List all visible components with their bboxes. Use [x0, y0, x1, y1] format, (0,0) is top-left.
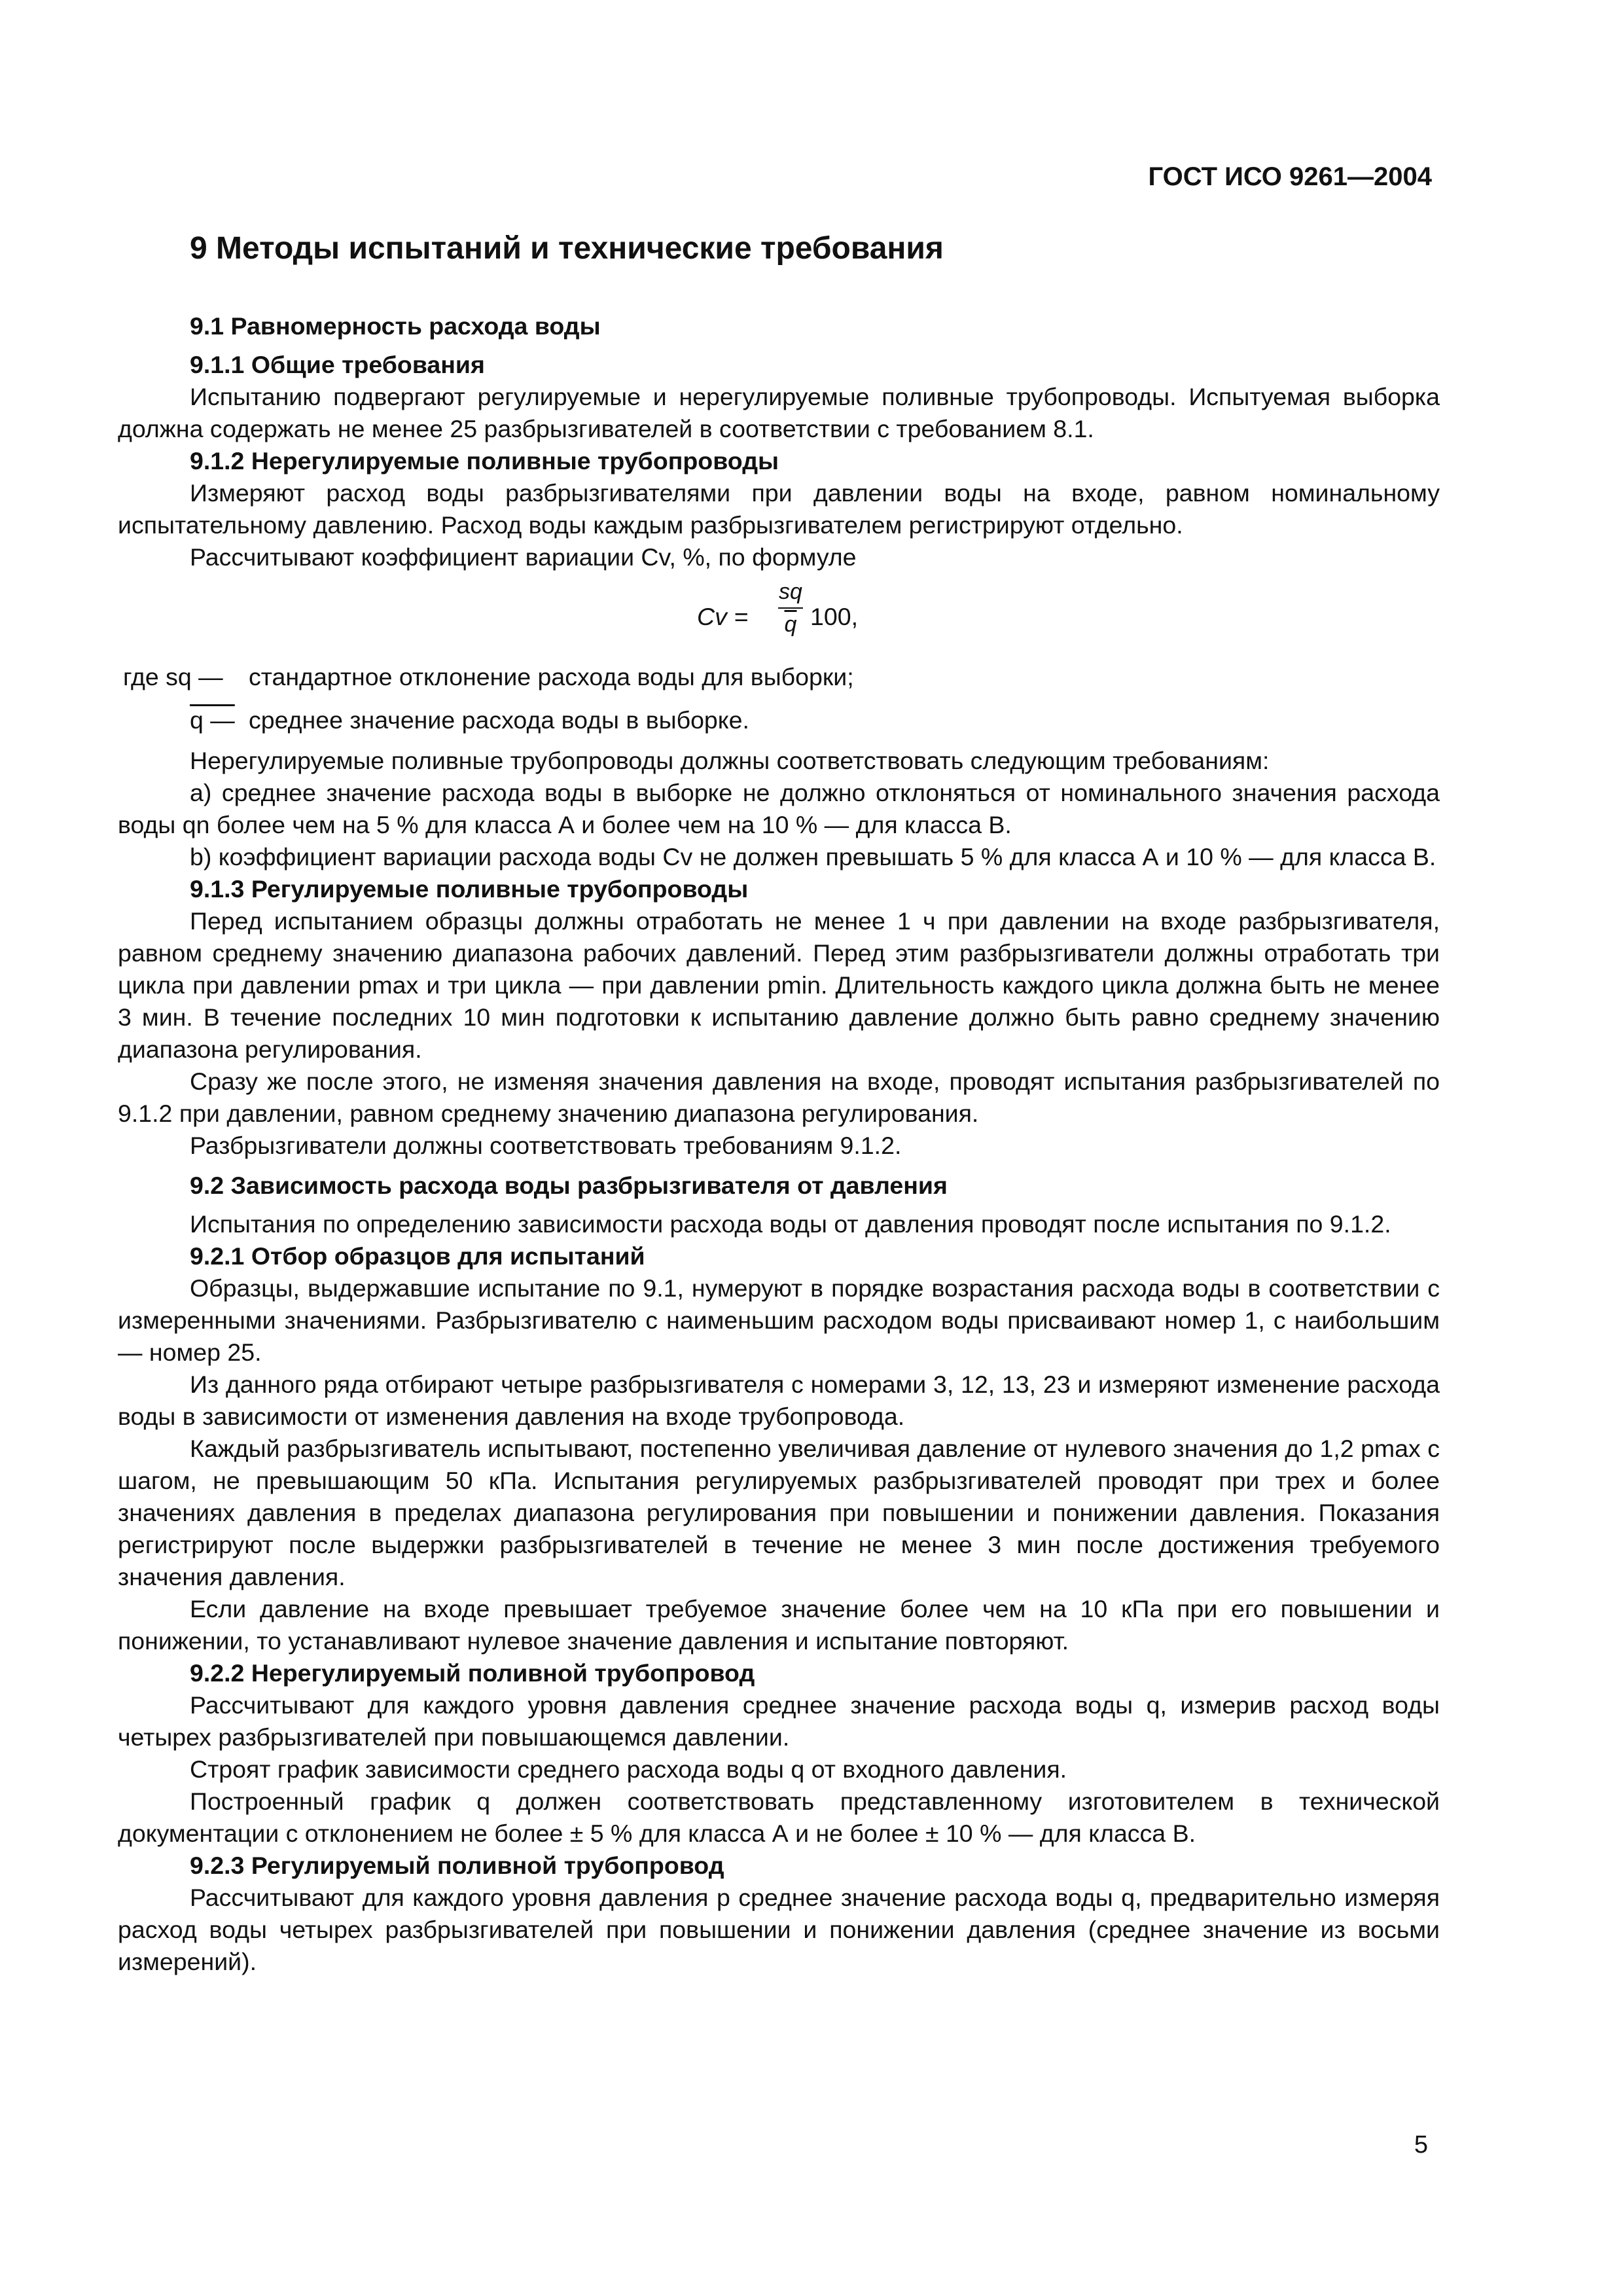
heading-9-2-2: 9.2.2 Нерегулируемый поливной трубопровод — [190, 1659, 755, 1687]
paragraph: Строят график зависимости среднего расхода воды q от входного давления. — [190, 1755, 1067, 1783]
legend-symbol: q — — [190, 706, 235, 734]
paragraph: Из данного ряда отбирают четыре разбрызгивателя с номерами 3, 12, 13, 23 и измеряют изменение расхода воды в зависимости от изменения давления на входе трубопровода. — [118, 1371, 1440, 1430]
heading-9-1-2: 9.1.2 Нерегулируемые поливные трубопроводы — [190, 447, 779, 475]
heading-9-2-3: 9.2.3 Регулируемый поливной трубопровод — [190, 1852, 724, 1879]
paragraph: Испытания по определению зависимости расхода воды от давления проводят после испытания по 9.1.2. — [190, 1210, 1391, 1238]
heading-9-1-3: 9.1.3 Регулируемые поливные трубопроводы — [190, 875, 749, 903]
list-item-a: a) среднее значение расхода воды в выборке не должно отклоняться от номинального значения расхода воды qn более чем на 5 % для класса А и более чем на 10 % — для класса В. — [118, 779, 1440, 838]
paragraph: Испытанию подвергают регулируемые и нерегулируемые поливные трубопроводы. Испытуемая выборка должна содержать не менее 25 разбрызгивателей в соответствии с требованием 8.1. — [118, 383, 1440, 442]
legend-description: среднее значение расхода воды в выборке. — [249, 706, 749, 734]
formula-fraction — [777, 579, 804, 637]
paragraph: Сразу же после этого, не изменяя значения давления на входе, проводят испытания разбрызгивателей по 9.1.2 при давлении, равном среднему значению диапазона регулирования. — [118, 1067, 1440, 1127]
paragraph: Каждый разбрызгиватель испытывают, постепенно увеличивая давление от нулевого значения до 1,2 pmax с шагом, не превышающим 50 кПа. Испытания регулируемых разбрызгивателей проводят при трех и более значениях давления в пределах диапазона регулирования при повышении и понижении давления. Показания регистрируют после выдержки разбрызгивателей в течение не менее 3 мин после достижения требуемого значения давления. — [118, 1435, 1440, 1590]
heading-9-1-1: 9.1.1 Общие требования — [190, 351, 485, 378]
paragraph: Построенный график q должен соответствовать представленному изготовителем в технической документации с отклонением не более ± 5 % для класса А и не более ± 10 % — для класса В. — [118, 1787, 1440, 1847]
page-number: 5 — [1414, 2131, 1428, 2159]
formula-rhs: 100, — [810, 603, 858, 630]
paragraph: Рассчитывают для каждого уровня давления среднее значение расхода воды q, измерив расход воды четырех разбрызгивателей при повышающемся давлении. — [118, 1691, 1440, 1751]
paragraph: Измеряют расход воды разбрызгивателями при давлении воды на входе, равном номинальному испытательному давлению. Расход воды каждым разбрызгивателем регистрируют отдельно. — [118, 479, 1440, 539]
heading-9-2: 9.2 Зависимость расхода воды разбрызгивателя от давления — [190, 1172, 948, 1199]
legend-description: стандартное отклонение расхода воды для выборки; — [249, 663, 854, 691]
paragraph: Рассчитывают коэффициент вариации Cv, %, по формуле — [190, 543, 857, 571]
paragraph: Нерегулируемые поливные трубопроводы должны соответствовать следующим требованиям: — [190, 747, 1270, 774]
section-9-title: 9 Методы испытаний и технические требования — [190, 231, 944, 266]
formula-denominator: q — [784, 612, 797, 637]
formula-numerator: sq — [779, 579, 802, 604]
paragraph: Разбрызгиватели должны соответствовать требованиям 9.1.2. — [190, 1132, 902, 1159]
paragraph: Перед испытанием образцы должны отработать не менее 1 ч при давлении на входе разбрызгивателя, равном среднему значению диапазона рабочих давлений. Перед этим разбрызгиватели должны отработать три цикла при давлении pmax и три цикла — при давлении pmin. Длительность каждого цикла должна быть не менее 3 мин. В течение последних 10 мин подготовки к испытанию давление должно быть равно среднему значению диапазона регулирования. — [118, 907, 1440, 1063]
paragraph: Если давление на входе превышает требуемое значение более чем на 10 кПа при его повышении и понижении, то устанавливают нулевое значение давления и испытание повторяют. — [118, 1595, 1440, 1655]
list-item-b: b) коэффициент вариации расхода воды Cv не должен превышать 5 % для класса А и 10 % — для класса В. — [190, 843, 1436, 870]
legend-symbol: где sq — — [123, 663, 223, 691]
paragraph: Рассчитывают для каждого уровня давления p среднее значение расхода воды q, предварительно измеряя расход воды четырех разбрызгивателей при повышении и понижении давления (среднее значение из восьми измерений). — [118, 1884, 1440, 1975]
paragraph: Образцы, выдержавшие испытание по 9.1, нумеруют в порядке возрастания расхода воды в соответствии с измеренными значениями. Разбрызгивателю с наименьшим расходом воды присваивают номер 1, с наибольшим — номер 25. — [118, 1274, 1440, 1366]
formula-cv — [118, 577, 1440, 651]
heading-9-1: 9.1 Равномерность расхода воды — [190, 312, 601, 340]
document-code: ГОСТ ИСО 9261—2004 — [1148, 162, 1432, 191]
formula-lhs: Cv = — [697, 603, 749, 630]
legend-q — [118, 704, 1440, 737]
fraction-bar — [778, 607, 803, 609]
document-body — [118, 228, 1440, 1978]
heading-9-2-1: 9.2.1 Отбор образцов для испытаний — [190, 1242, 645, 1270]
legend-sq — [118, 661, 1440, 694]
